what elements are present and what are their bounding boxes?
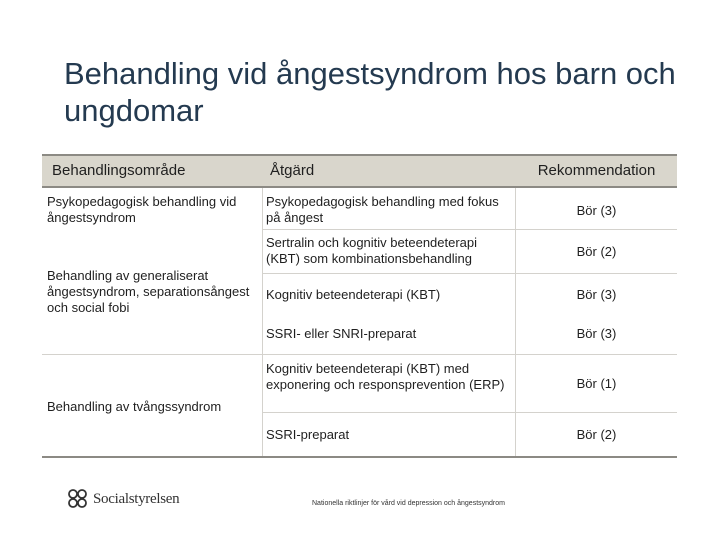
footer-text: Nationella riktlinjer för vård vid depression och ångestsyndrom: [312, 500, 505, 507]
slide-title: Behandling vid ångestsyndrom hos barn och ungdomar: [64, 56, 676, 128]
table-row-recommendation: Bör (3): [576, 203, 617, 218]
header-atgard: Åtgärd: [270, 162, 315, 179]
row-divider: [262, 412, 677, 413]
logo-text: Socialstyrelsen: [93, 490, 180, 507]
table-row-action: Psykopedagogisk behandling med fokus på ångest: [266, 194, 499, 225]
row-divider: [262, 229, 677, 230]
table-row-recommendation: Bör (2): [576, 427, 617, 442]
group-tvangssyndrom: Behandling av tvångssyndrom: [47, 399, 222, 414]
group-psykopedagogisk: Psykopedagogisk behandling vid ångestsyndrom: [47, 194, 237, 225]
recommendation-table: [42, 154, 677, 458]
socialstyrelsen-logo: [66, 488, 179, 510]
row-divider: [42, 354, 677, 355]
header-rekommendation: Rekommendation: [537, 162, 656, 179]
table-row-action: Kognitiv beteendeterapi (KBT): [266, 287, 441, 302]
table-row-action: SSRI-preparat: [266, 427, 350, 442]
socialstyrelsen-emblem-icon: [66, 488, 90, 510]
group-generaliserat: Behandling av generaliserat ångestsyndrom, separationsångest och social fobi: [47, 268, 250, 315]
header-behandlingsomrade: Behandlingsområde: [52, 162, 186, 179]
table-row-action: Sertralin och kognitiv beteendeterapi (KBT) som kombinationsbehandling: [266, 235, 478, 266]
table-bottom-rule: [42, 456, 677, 458]
table-row-recommendation: Bör (3): [576, 287, 617, 302]
table-row-recommendation: Bör (2): [576, 244, 617, 259]
table-row-action: SSRI- eller SNRI-preparat: [266, 326, 417, 341]
row-divider: [262, 273, 677, 274]
table-row-recommendation: Bör (3): [576, 326, 617, 341]
table-row-recommendation: Bör (1): [576, 376, 617, 391]
table-row-action: Kognitiv beteendeterapi (KBT) med exponering och responsprevention (ERP): [266, 361, 505, 392]
